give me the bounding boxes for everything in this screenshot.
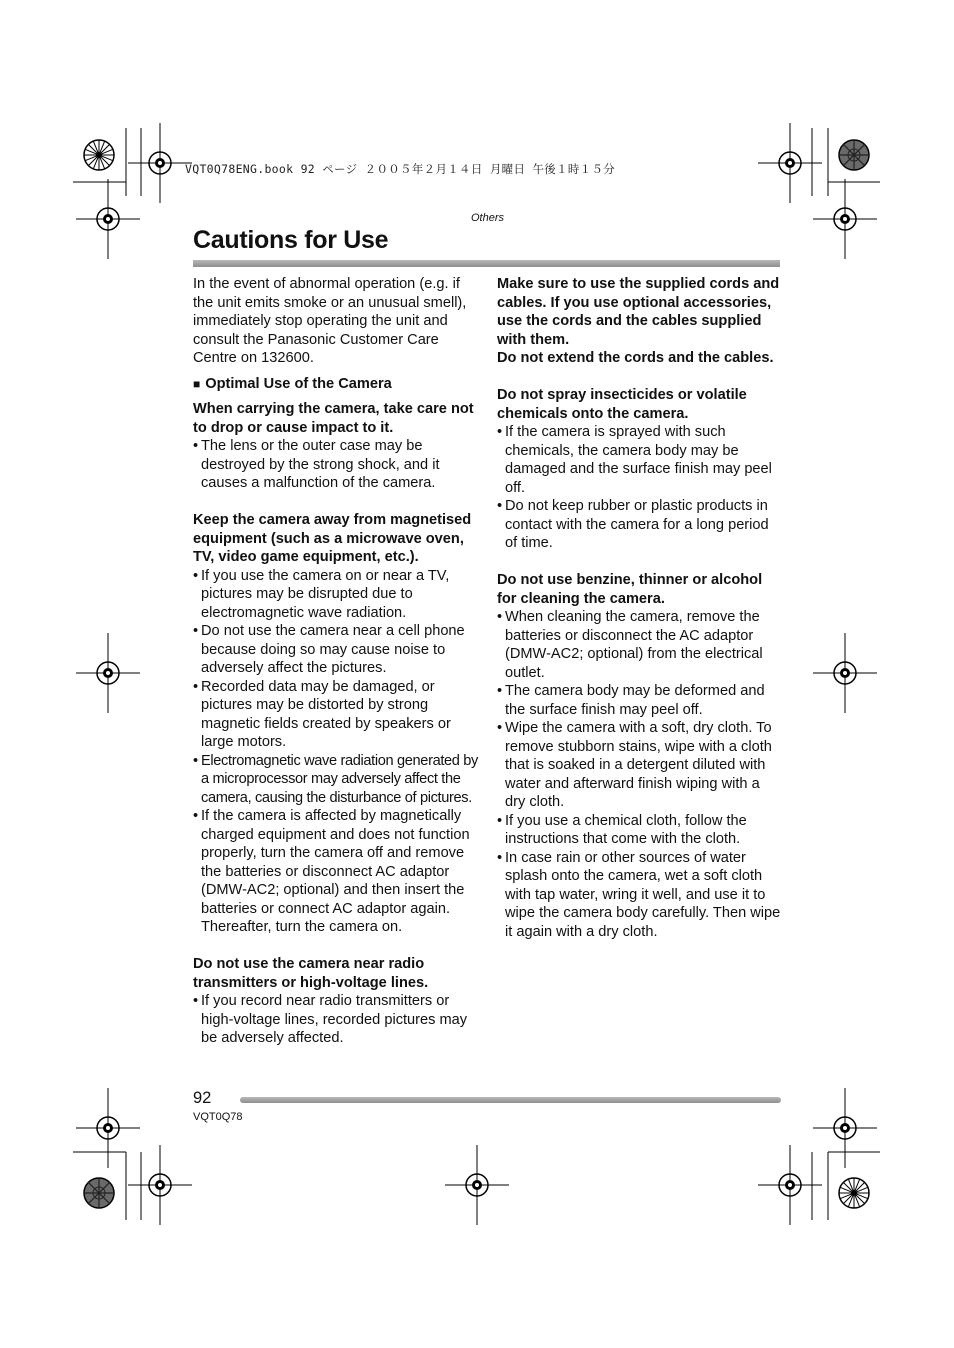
section-label: Others [471, 212, 505, 224]
list-item: • Electromagnetic wave radiation generated by a microprocessor may adversely affect the camera, causing the disturbance of pictures. [193, 752, 479, 808]
block-heading: Do not extend the cords and the cables. [497, 350, 774, 366]
list-item: • If the camera is affected by magnetically charged equipment and does not function properly, turn the camera off and remove the batteries or disconnect AC adaptor (DMW-AC2; optional) and then insert the batteries or connect AC adaptor again. Thereafter, turn the camera on. [193, 807, 479, 937]
subheading: ■ Optimal Use of the Camera [193, 375, 392, 392]
square-bullet-icon: ■ [193, 376, 201, 391]
page-title: Cautions for Use [193, 226, 389, 254]
list-item: • Wipe the camera with a soft, dry cloth. To remove stubborn stains, wipe with a cloth that is soaked in a detergent diluted with water and afterward finish wiping with a dry cloth. [497, 719, 781, 812]
list-item: • If you use the camera on or near a TV, pictures may be disrupted due to electromagnetic wave radiation. [193, 567, 479, 623]
print-header: VQT0Q78ENG.book 92 ページ ２００５年２月１４日 月曜日 午後１時１５分 [185, 162, 616, 176]
bullet-list [193, 567, 479, 937]
list-item: • Recorded data may be damaged, or pictures may be distorted by strong magnetic fields created by speakers or large motors. [193, 678, 479, 752]
block-heading: Make sure to use the supplied cords and cables. If you use optional accessories, use the cords and the cables supplied with them. [497, 276, 780, 348]
page-number: 92 [193, 1089, 212, 1107]
list-item: • If the camera is sprayed with such chemicals, the camera body may be damaged and the surface finish may peel off. [497, 423, 781, 497]
block-heading: Do not use the camera near radio transmitters or high-voltage lines. [193, 956, 429, 991]
bullet-list [193, 437, 479, 493]
block-heading: When carrying the camera, take care not to drop or cause impact to it. [193, 401, 474, 436]
title-divider [193, 260, 780, 267]
model-code: VQT0Q78 [193, 1111, 243, 1123]
list-item: • The lens or the outer case may be destroyed by the strong shock, and it causes a malfunction of the camera. [193, 437, 479, 493]
intro-paragraph: In the event of abnormal operation (e.g. if the unit emits smoke or an unusual smell), immediately stop operating the unit and consult the Panasonic Customer Care Centre on 132600. [193, 276, 467, 366]
block-heading: Do not use benzine, thinner or alcohol for cleaning the camera. [497, 572, 763, 607]
list-item: • In case rain or other sources of water splash onto the camera, wet a soft cloth with tap water, wring it well, and use it to wipe the camera body carefully. Then wipe it again with a dry cloth. [497, 849, 781, 942]
right-column [497, 275, 781, 941]
bullet-list [497, 608, 781, 941]
bullet-list [497, 423, 781, 553]
list-item: • The camera body may be deformed and the surface finish may peel off. [497, 682, 781, 719]
list-item: • If you record near radio transmitters or high-voltage lines, recorded pictures may be adversely affected. [193, 992, 479, 1048]
footer-divider [240, 1097, 781, 1103]
left-column [193, 275, 479, 1048]
list-item: • Do not use the camera near a cell phone because doing so may cause noise to adversely affect the pictures. [193, 622, 479, 678]
list-item: • When cleaning the camera, remove the batteries or disconnect the AC adaptor (DMW-AC2; optional) from the electrical outlet. [497, 608, 781, 682]
block-heading: Keep the camera away from magnetised equipment (such as a microwave oven, TV, video game equipment, etc.). [193, 512, 472, 565]
list-item: • If you use a chemical cloth, follow the instructions that come with the cloth. [497, 812, 781, 849]
bullet-list [193, 992, 479, 1048]
list-item: • Do not keep rubber or plastic products in contact with the camera for a long period of time. [497, 497, 781, 553]
block-heading: Do not spray insecticides or volatile chemicals onto the camera. [497, 387, 747, 422]
